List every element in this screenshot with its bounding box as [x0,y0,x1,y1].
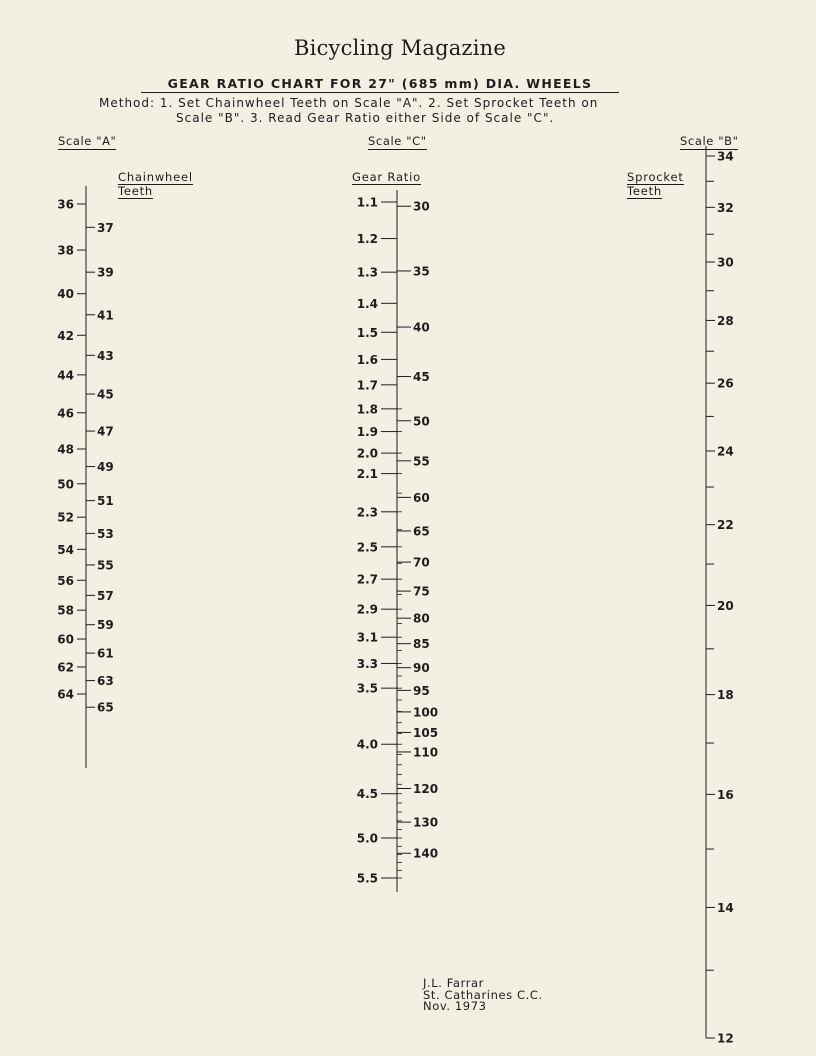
scale-c-ratio-label: 3.3 [356,656,378,671]
scale-c-inch-label: 100 [413,705,439,720]
scale-a-label: 65 [97,700,114,715]
scale-b-label: 26 [717,376,734,391]
scale-c-ratio-label: 1.7 [356,378,378,393]
scale-c-ratio-label: 3.1 [356,630,378,645]
scale-c-inch-label: 30 [413,199,430,214]
signature [423,978,543,1013]
scale-a-label: 61 [97,646,114,661]
scale-a-label: 44 [57,368,74,383]
scale-c-ratio-label: 3.5 [356,681,378,696]
scale-c-ratio-label: 1.5 [356,325,378,340]
scale-a-label: 60 [57,632,74,647]
scale-a-label: 40 [57,287,74,302]
scale-a-label: 51 [97,494,114,509]
scale-a-label: 53 [97,526,114,541]
scale-c-inch-label: 105 [413,725,439,740]
scale-c-inch-label: 55 [413,454,430,469]
scale-a-label: 55 [97,558,114,573]
scale-c-inch-label: 95 [413,683,430,698]
scale-c-ratio-label: 2.0 [356,446,378,461]
scale-b-label: 18 [717,688,734,703]
scale-b-title-line1: Sprocket [627,170,684,184]
scale-a-label: 39 [97,265,114,280]
scale-b-label: 24 [717,444,734,459]
scale-a-label: 63 [97,674,114,689]
scale-a-label: 52 [57,510,74,525]
scale-c-ratio-label: 2.9 [356,602,378,617]
scale-c-ratio-label: 1.1 [356,195,378,210]
scale-c-title-line1: Gear Ratio [352,170,421,184]
scale-a-label: 62 [57,660,74,675]
scale-a-label: 48 [57,442,74,457]
scale-c-ratio-label: 2.7 [356,572,378,587]
scale-a-label: 45 [97,387,114,402]
scale-a-label: 43 [97,348,114,363]
scale-c-ratio-label: 4.0 [356,737,378,752]
method-line-2: Scale "B". 3. Read Gear Ratio either Side of Scale "C". [176,111,555,125]
scale-c-ratio-label: 1.4 [356,296,378,311]
scale-c-ratio-label: 2.3 [356,505,378,520]
scale-c-inch-label: 110 [413,745,439,760]
scale-c-inch-label: 75 [413,584,430,599]
scale-c-inch-label: 35 [413,264,430,279]
scale-a-label: 38 [57,243,74,258]
scale-c-inch-label: 60 [413,490,430,505]
scale-a-label: 64 [57,687,74,702]
scale-b-label: 12 [717,1031,734,1046]
scale-a-title-line2: Teeth [118,184,154,198]
scale-c-inch-label: 130 [413,815,439,830]
scale-a-label: 59 [97,618,114,633]
scale-a-label: 49 [97,460,114,475]
scale-c-heading: Scale "C" [368,134,427,148]
scale-a-label: 47 [97,424,114,439]
scale-c-ratio-label: 1.9 [356,425,378,440]
scale-c-ratio-label: 1.3 [356,265,378,280]
scale-b-label: 16 [717,787,734,802]
scale-c-inch-label: 40 [413,320,430,335]
scale-c-inch-label: 90 [413,661,430,676]
scale-c-ratio-label: 5.5 [356,871,378,886]
scale-c-inch-label: 50 [413,414,430,429]
scale-a-heading: Scale "A" [58,134,117,148]
scale-b-heading: Scale "B" [680,134,739,148]
scale-c-ratio-label: 2.5 [356,540,378,555]
scale-b-label: 14 [717,900,734,915]
method-line-1: Method: 1. Set Chainwheel Teeth on Scale "A". 2. Set Sprocket Teeth on [99,96,599,110]
scale-a-label: 58 [57,603,74,618]
scale-a-label: 50 [57,477,74,492]
signature-date: Nov. 1973 [423,999,487,1013]
scale-c-ratio-label: 4.5 [356,787,378,802]
page-title: Bicycling Magazine [294,36,506,60]
scale-c-inch-label: 120 [413,781,439,796]
scale-b-title-line2: Teeth [627,184,663,198]
scale-a-label: 37 [97,220,114,235]
scale-a-label: 57 [97,588,114,603]
scale-b-label: 28 [717,313,734,328]
scale-b-label: 22 [717,518,734,533]
scale-b-label: 34 [717,149,734,164]
scale-c-inch-label: 80 [413,611,430,626]
scale-a-label: 36 [57,197,74,212]
scale-a-label: 41 [97,308,114,323]
scale-c-inch-label: 65 [413,524,430,539]
scale-c-inch-label: 85 [413,637,430,652]
scale-c-inch-label: 140 [413,846,439,861]
scale-c-ratio-label: 2.1 [356,467,378,482]
scale-c-inch-label: 45 [413,370,430,385]
scale-c-ratio-label: 5.0 [356,831,378,846]
scale-a-label: 56 [57,573,74,588]
scale-b-label: 30 [717,255,734,270]
scale-a-title-line1: Chainwheel [118,170,193,184]
scale-c-ratio-label: 1.6 [356,352,378,367]
scale-c-inch-label: 70 [413,555,430,570]
signature-club: St. Catharines C.C. [423,987,543,1002]
scale-b-label: 32 [717,200,734,215]
chart-subtitle: GEAR RATIO CHART FOR 27" (685 mm) DIA. WHEELS [141,76,619,93]
signature-name: J.L. Farrar [423,976,485,990]
scale-c-ratio-label: 1.2 [356,232,378,247]
scale-a-label: 54 [57,542,74,557]
scale-c-ratio-label: 1.8 [356,402,378,417]
scale-b-label: 20 [717,598,734,613]
scale-a-label: 42 [57,328,74,343]
scale-a-label: 46 [57,406,74,421]
